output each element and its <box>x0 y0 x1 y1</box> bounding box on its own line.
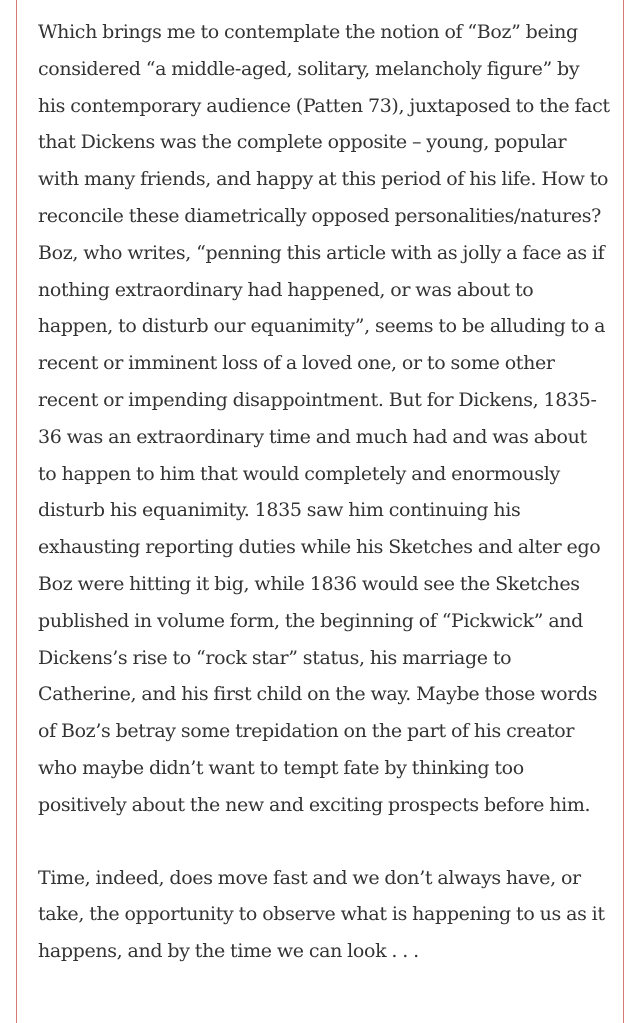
left-border-rule <box>16 0 17 1023</box>
paragraph: Time, indeed, does move fast and we don’t always have, or take, the opportunity to observe what is happening to us as it happens, and by the time we can look . . . <box>38 866 605 963</box>
right-border-rule <box>623 0 624 1023</box>
paragraph: Which brings me to contemplate the notion of “Boz” being considered “a middle-aged, solitary, melancholy figure” by his contemporary audience (Patten 73), juxtaposed to the fact that Dickens was the complete opposite – young, popular with many friends, and happy at this period of his life. How to reconcile these diametrically opposed personalities/natures? Boz, who writes, “penning this article with as jolly a face as if nothing extraordinary had happened, or was about to happen, to disturb our equanimity”, seems to be alluding to a recent or imminent loss of a loved one, or to some other recent or impending disappointment. But for Dickens, 1835-36 was an extraordinary time and much had and was about to happen to him that would completely and enormously disturb his equanimity. 1835 saw him continuing his exhausting reporting duties while his Sketches and alter ego Boz were hitting it big, while 1836 would see the Sketches published in volume form, the beginning of “Pickwick” and Dickens’s rise to “rock star” status, his marriage to Catherine, and his first child on the way. Maybe those words of Boz’s betray some trepidation on the part of his creator who maybe didn’t want to tempt fate by thinking too positively about the new and exciting prospects before him. <box>38 21 610 816</box>
article-body <box>38 14 610 970</box>
